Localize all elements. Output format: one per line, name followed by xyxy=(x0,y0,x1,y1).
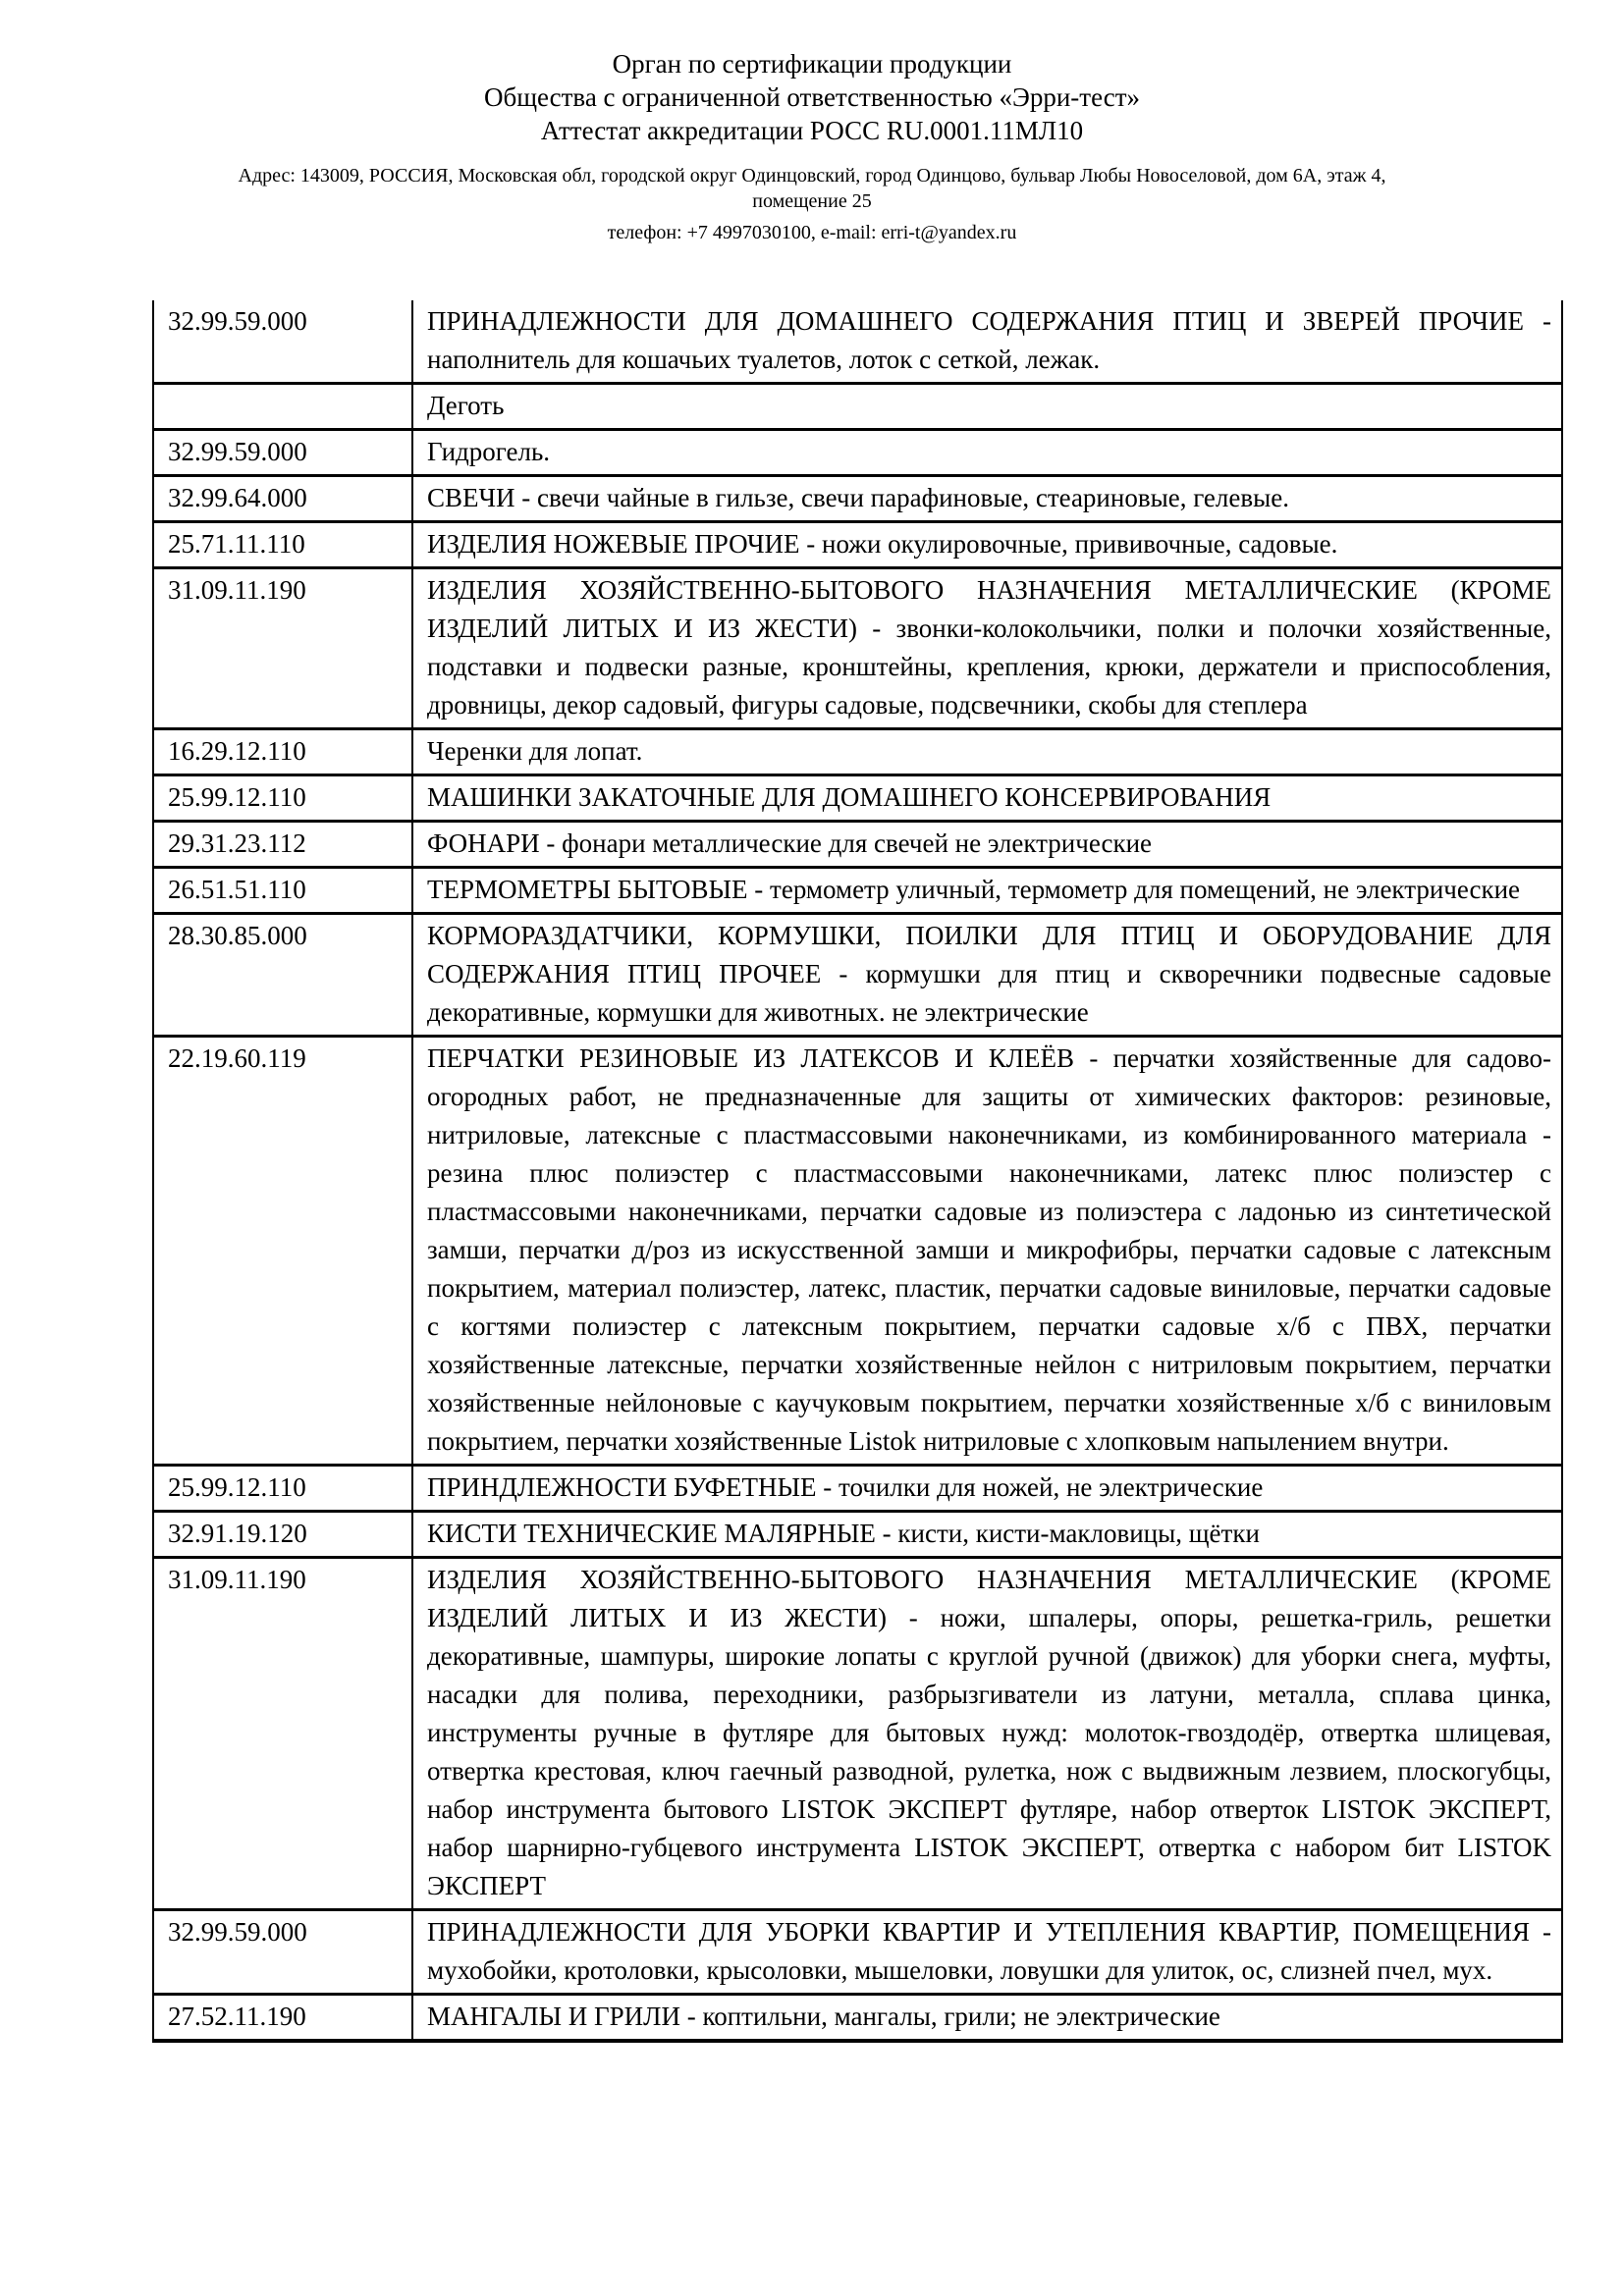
table-row xyxy=(153,1466,1562,1512)
table-row xyxy=(153,300,1562,384)
product-description-cell: МАНГАЛЫ И ГРИЛИ - коптильни, мангалы, грили; не электрические xyxy=(412,1995,1562,2042)
table-row xyxy=(153,430,1562,476)
product-code-cell: 32.99.64.000 xyxy=(153,476,412,522)
table-row xyxy=(153,914,1562,1037)
org-title-line: Орган по сертификации продукции xyxy=(612,49,1012,79)
accreditation-line: Аттестат аккредитации РОСС RU.0001.11МЛ10 xyxy=(540,116,1084,145)
product-description-cell: ФОНАРИ - фонари металлические для свечей не электрические xyxy=(412,822,1562,868)
product-description-cell: МАШИНКИ ЗАКАТОЧНЫЕ ДЛЯ ДОМАШНЕГО КОНСЕРВИРОВАНИЯ xyxy=(412,775,1562,822)
product-description-cell: ПЕРЧАТКИ РЕЗИНОВЫЕ ИЗ ЛАТЕКСОВ И КЛЕЁВ - перчатки хозяйственные для садово-огородных работ, не предназначенные для защиты от химических факторов: резиновые, нитриловые, латексные с пластмассовыми наконечниками, из комбинированного материала - резина плюс полиэстер с пластмассовыми наконечниками, латекс плюс полиэстер с пластмассовыми наконечниками, перчатки садовые из полиэстера с ладонью из синтетической замши, перчатки д/роз из искусственной замши и микрофибры, перчатки садовые с латексным покрытием, материал полиэстер, латекс, пластик, перчатки садовые виниловые, перчатки садовые с когтями полиэстер с латексным покрытием, перчатки садовые х/б с ПВХ, перчатки хозяйственные латексные, перчатки хозяйственные нейлон с нитриловым покрытием, перчатки хозяйственные нейлоновые с каучуковым покрытием, перчатки хозяйственные х/б с виниловым покрытием, перчатки хозяйственные Listok нитриловые с хлопковым напылением внутри. xyxy=(412,1037,1562,1466)
org-name-line: Общества с ограниченной ответственностью «Эрри-тест» xyxy=(483,82,1141,112)
product-description-cell: ИЗДЕЛИЯ ХОЗЯЙСТВЕННО-БЫТОВОГО НАЗНАЧЕНИЯ МЕТАЛЛИЧЕСКИЕ (КРОМЕ ИЗДЕЛИЙ ЛИТЫХ И ИЗ ЖЕСТИ) - звонки-колокольчики, полки и полочки хозяйственные, подставки и подвески разные, кронштейны, крепления, крюки, держатели и приспособления, дровницы, декор садовый, фигуры садовые, подсвечники, скобы для степлера xyxy=(412,568,1562,729)
table-row xyxy=(153,1512,1562,1558)
table-row xyxy=(153,1995,1562,2042)
product-code-cell: 32.91.19.120 xyxy=(153,1512,412,1558)
product-code-cell: 32.99.59.000 xyxy=(153,300,412,384)
product-code-cell: 16.29.12.110 xyxy=(153,729,412,775)
product-description-cell: Черенки для лопат. xyxy=(412,729,1562,775)
product-code-cell: 27.52.11.190 xyxy=(153,1995,412,2042)
product-code-cell: 29.31.23.112 xyxy=(153,822,412,868)
table-row xyxy=(153,522,1562,568)
product-code-cell: 26.51.51.110 xyxy=(153,868,412,914)
products-table xyxy=(152,300,1563,2043)
product-description-cell: КИСТИ ТЕХНИЧЕСКИЕ МАЛЯРНЫЕ - кисти, кисти-макловицы, щётки xyxy=(412,1512,1562,1558)
contacts-line: телефон: +7 4997030100, e-mail: erri-t@yandex.ru xyxy=(607,222,1017,243)
table-row xyxy=(153,568,1562,729)
product-code-cell: 32.99.59.000 xyxy=(153,430,412,476)
product-description-cell: ТЕРМОМЕТРЫ БЫТОВЫЕ - термометр уличный, термометр для помещений, не электрические xyxy=(412,868,1562,914)
table-row xyxy=(153,822,1562,868)
product-description-cell: ИЗДЕЛИЯ НОЖЕВЫЕ ПРОЧИЕ - ножи окулировочные, прививочные, садовые. xyxy=(412,522,1562,568)
product-code-cell: 22.19.60.119 xyxy=(153,1037,412,1466)
product-code-cell: 31.09.11.190 xyxy=(153,568,412,729)
product-code-cell: 25.71.11.110 xyxy=(153,522,412,568)
table-row xyxy=(153,384,1562,430)
table-row xyxy=(153,1037,1562,1466)
product-description-cell: СВЕЧИ - свечи чайные в гильзе, свечи парафиновые, стеариновые, гелевые. xyxy=(412,476,1562,522)
product-description-cell: Гидрогель. xyxy=(412,430,1562,476)
table-row xyxy=(153,868,1562,914)
product-code-cell: 25.99.12.110 xyxy=(153,1466,412,1512)
product-code-cell: 32.99.59.000 xyxy=(153,1910,412,1995)
product-description-cell: КОРМОРАЗДАТЧИКИ, КОРМУШКИ, ПОИЛКИ ДЛЯ ПТИЦ И ОБОРУДОВАНИЕ ДЛЯ СОДЕРЖАНИЯ ПТИЦ ПРОЧЕЕ - кормушки для птиц и скворечники подвесные садовые декоративные, кормушки для животных. не электрические xyxy=(412,914,1562,1037)
product-code-cell xyxy=(153,384,412,430)
product-description-cell: Деготь xyxy=(412,384,1562,430)
table-row xyxy=(153,476,1562,522)
product-description-cell: ПРИНАДЛЕЖНОСТИ ДЛЯ УБОРКИ КВАРТИР И УТЕПЛЕНИЯ КВАРТИР, ПОМЕЩЕНИЯ - мухобойки, кротоловки, крысоловки, мышеловки, ловушки для улиток, ос, слизней пчел, мух. xyxy=(412,1910,1562,1995)
product-description-cell: ИЗДЕЛИЯ ХОЗЯЙСТВЕННО-БЫТОВОГО НАЗНАЧЕНИЯ МЕТАЛЛИЧЕСКИЕ (КРОМЕ ИЗДЕЛИЙ ЛИТЫХ И ИЗ ЖЕСТИ) - ножи, шпалеры, опоры, решетка-гриль, решетки декоративные, шампуры, широкие лопаты с круглой ручной (движок) для уборки снега, муфты, насадки для полива, переходники, разбрызгиватели из латуни, металла, сплава цинка, инструменты ручные в футляре для бытовых нужд: молоток-гвоздодёр, отвертка шлицевая, отвертка крестовая, ключ гаечный разводной, рулетка, нож с выдвижным лезвием, плоскогубцы, набор инструмента бытового LISTOK ЭКСПЕРТ футляре, набор отверток LISTOK ЭКСПЕРТ, набор шарнирно-губцевого инструмента LISTOK ЭКСПЕРТ, отвертка с набором бит LISTOK ЭКСПЕРТ xyxy=(412,1558,1562,1910)
product-code-cell: 28.30.85.000 xyxy=(153,914,412,1037)
certification-body-header xyxy=(0,0,1624,245)
product-code-cell: 31.09.11.190 xyxy=(153,1558,412,1910)
product-description-cell: ПРИНАДЛЕЖНОСТИ ДЛЯ ДОМАШНЕГО СОДЕРЖАНИЯ ПТИЦ И ЗВЕРЕЙ ПРОЧИЕ - наполнитель для кошачьих туалетов, лоток с сеткой, лежак. xyxy=(412,300,1562,384)
address-line-2: помещение 25 xyxy=(752,190,872,212)
table-row xyxy=(153,775,1562,822)
table-row xyxy=(153,1910,1562,1995)
address-line-1: Адрес: 143009, РОССИЯ, Московская обл, городской округ Одинцовский, город Одинцово, бульвар Любы Новоселовой, дом 6А, этаж 4, xyxy=(238,165,1386,187)
product-code-cell: 25.99.12.110 xyxy=(153,775,412,822)
product-description-cell: ПРИНДЛЕЖНОСТИ БУФЕТНЫЕ - точилки для ножей, не электрические xyxy=(412,1466,1562,1512)
table-row xyxy=(153,1558,1562,1910)
products-table-body xyxy=(153,300,1562,2041)
table-row xyxy=(153,729,1562,775)
